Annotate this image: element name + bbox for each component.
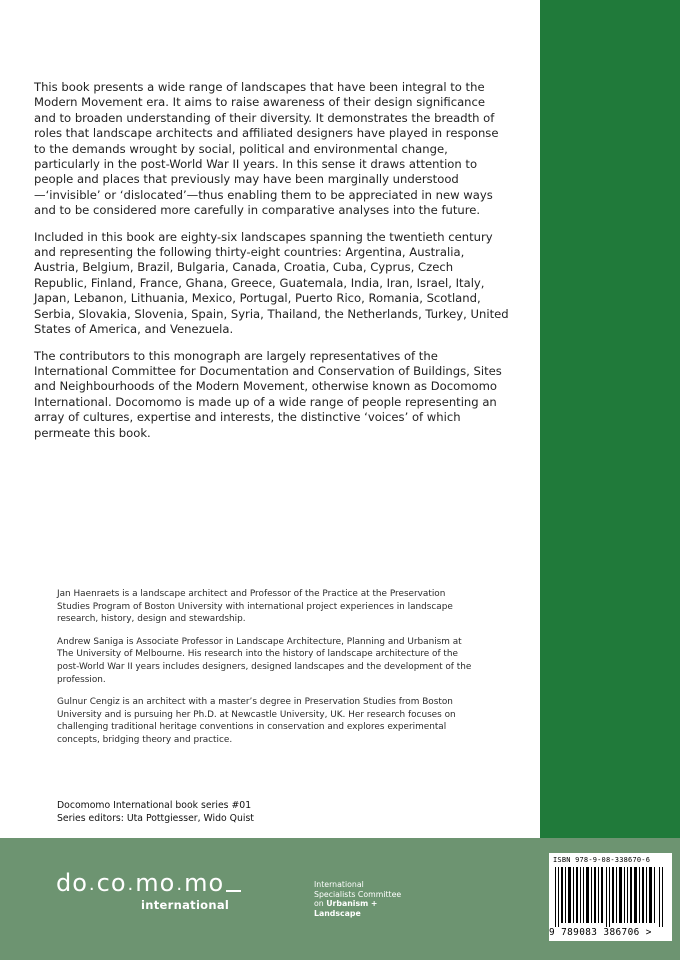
editor-bios (57, 588, 477, 757)
docomomo-logo (56, 870, 276, 912)
logo-part-mo-2: mo (184, 869, 225, 897)
isbn-barcode-box (549, 853, 672, 941)
bio-gulnur-cengiz: Gulnur Cengiz is an architect with a master’s degree in Preservation Studies from Boston University and is pursuing her Ph.D. at Newcastle University, UK. Her research focuses on challenging traditional heritage conventions in conservation and explores experimental concepts, bridging theory and practice. (57, 697, 456, 745)
committee-label (314, 880, 434, 918)
blurb-paragraph-1: This book presents a wide range of landscapes that have been integral to the Modern Movement era. It aims to raise awareness of their design significance and to broaden understanding of their diversity. It demonstrates the breadth of roles that landscape architects and affiliated designers have played in response to the demands wrought by social, political and environmental change, particularly in the post-World War II years. In this sense it draws attention to people and places that previously may have been marginally understood—‘invisible’ or ‘dislocated’—thus enabling them to be appreciated in new ways and to be considered more carefully in comparative analyses into the future. (34, 80, 499, 218)
barcode-digits: 9 789083 386706 > (549, 927, 652, 938)
blurb-paragraph-2: Included in this book are eighty-six landscapes spanning the twentieth century and representing the following thirty-eight countries: Argentina, Australia, Austria, Belgium, Brazil, Bulgaria, Canada, Croatia, Cuba, Cyprus, Czech Republic, Finland, France, Ghana, Greece, Guatemala, India, Iran, Israel, Italy, Japan, Lebanon, Lithuania, Mexico, Portugal, Puerto Rico, Romania, Scotland, Serbia, Slovakia, Slovenia, Spain, Syria, Thailand, the Netherlands, Turkey, United States of America, and Venezuela. (34, 229, 509, 337)
logo-subtitle: international (141, 898, 230, 912)
logo-separator-1: . (88, 874, 96, 895)
logo-underscore (226, 890, 241, 892)
committee-urbanism: Urbanism + (326, 899, 378, 909)
blurb (34, 80, 509, 452)
committee-landscape: Landscape (314, 908, 361, 918)
blurb-paragraph-3: The contributors to this monograph are largely representatives of the International Committee for Documentation and Conservation of Buildings, Sites and Neighbourhoods of the Modern Movement, otherwise known as Docomomo International. Docomomo is made up of a wide range of people representing an array of cultures, expertise and interests, the distinctive ‘voices’ of which permeate this book. (34, 348, 502, 440)
spine-band (540, 0, 680, 960)
committee-on: on (314, 899, 324, 909)
footer-band (0, 838, 680, 960)
committee-line-2: Specialists Committee (314, 889, 402, 899)
logo-part-mo-1: mo (135, 869, 176, 897)
logo-separator-2: . (127, 874, 135, 895)
logo-separator-3: . (176, 874, 184, 895)
series-title: Docomomo International book series #01 (57, 800, 252, 811)
logo-part-co: co (96, 869, 127, 897)
isbn-label: ISBN 978-9-08-338670-6 (553, 856, 651, 864)
logo-wordmark (56, 870, 276, 896)
barcode-icon (555, 867, 666, 927)
committee-line-3 (314, 899, 434, 909)
logo-part-do: do (56, 869, 88, 897)
series-info (57, 799, 477, 825)
bio-andrew-saniga: Andrew Saniga is Associate Professor in Landscape Architecture, Planning and Urbanism at The University of Melbourne. His research into the history of landscape architecture of the post-World War II years includes designers, designed landscapes and the development of the profession. (57, 636, 472, 685)
series-editors: Series editors: Uta Pottgiesser, Wido Quist (57, 813, 254, 824)
committee-line-1: International (314, 880, 364, 889)
bio-jan-haenraets: Jan Haenraets is a landscape architect and Professor of the Practice at the Preservation Studies Program of Boston University with international project experiences in landscape research, history, design and stewardship. (57, 589, 453, 625)
